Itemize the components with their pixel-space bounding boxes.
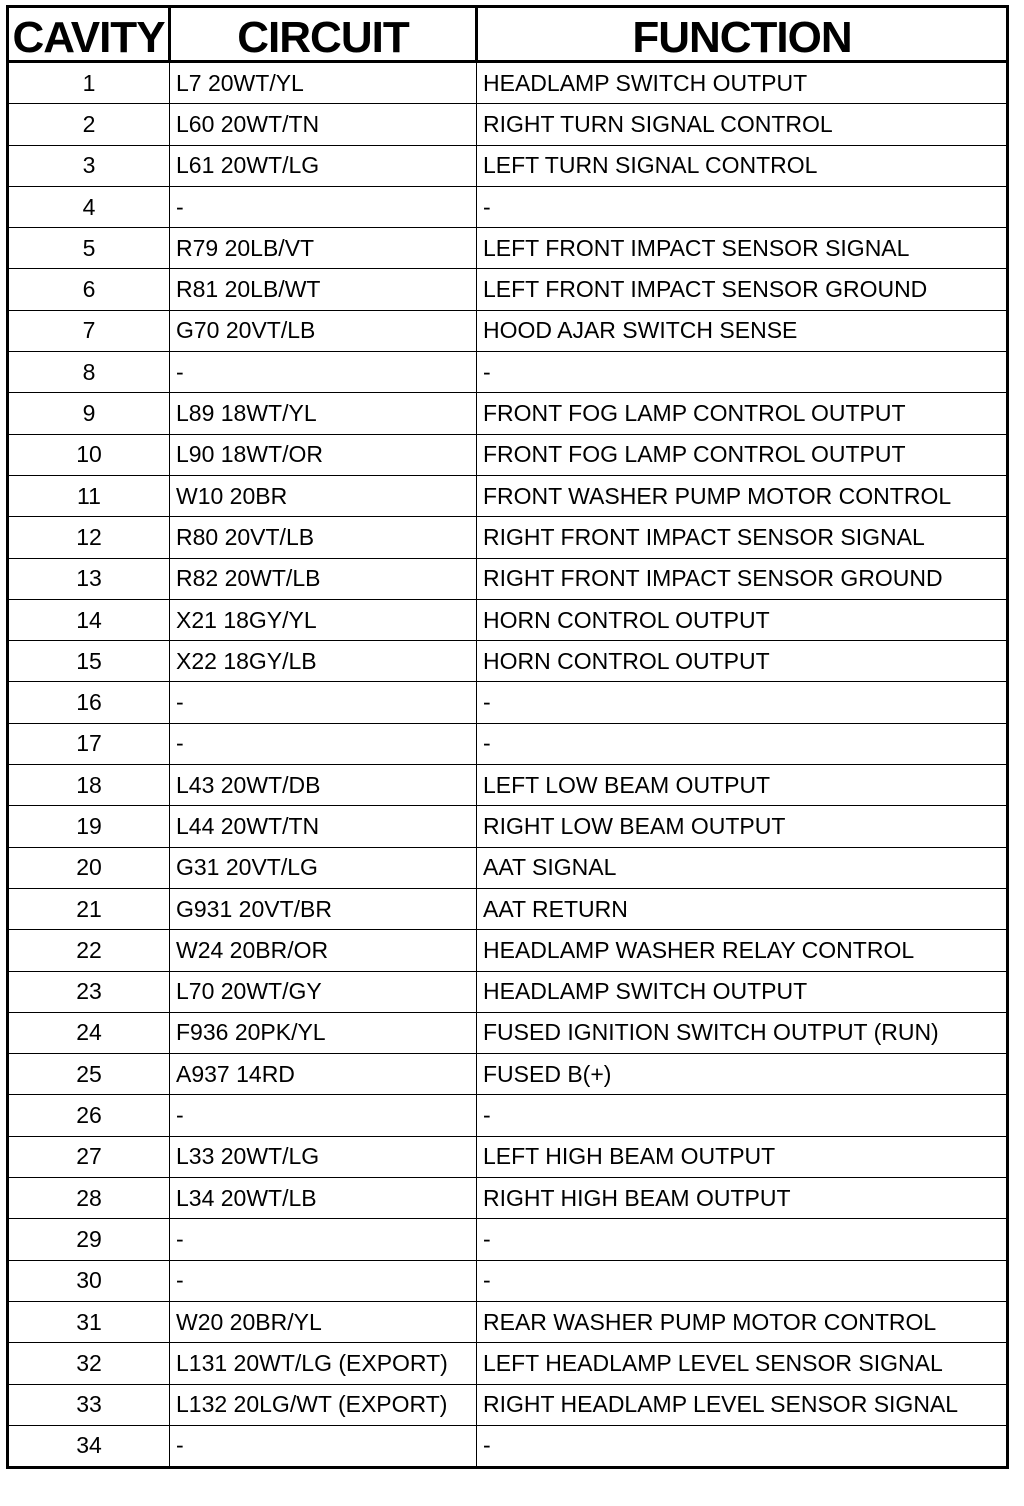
function-cell: LEFT FRONT IMPACT SENSOR GROUND [477, 269, 1008, 310]
circuit-cell: W20 20BR/YL [170, 1301, 477, 1342]
cavity-cell: 4 [8, 186, 170, 227]
circuit-cell: - [170, 682, 477, 723]
circuit-cell: R80 20VT/LB [170, 517, 477, 558]
circuit-cell: - [170, 352, 477, 393]
cavity-cell: 30 [8, 1260, 170, 1301]
cavity-cell: 12 [8, 517, 170, 558]
circuit-cell: - [170, 1260, 477, 1301]
table-header [8, 7, 1008, 62]
function-cell: LEFT TURN SIGNAL CONTROL [477, 145, 1008, 186]
table-row [8, 599, 1008, 640]
cavity-cell: 20 [8, 847, 170, 888]
circuit-cell: R82 20WT/LB [170, 558, 477, 599]
table-row [8, 186, 1008, 227]
table-row [8, 1384, 1008, 1425]
circuit-cell: G931 20VT/BR [170, 888, 477, 929]
table-row [8, 723, 1008, 764]
table-row [8, 1219, 1008, 1260]
cavity-cell: 26 [8, 1095, 170, 1136]
table-row [8, 1136, 1008, 1177]
cavity-cell: 28 [8, 1178, 170, 1219]
table-row [8, 1343, 1008, 1384]
function-cell: HEADLAMP SWITCH OUTPUT [477, 62, 1008, 104]
cavity-cell: 18 [8, 765, 170, 806]
circuit-cell: L44 20WT/TN [170, 806, 477, 847]
function-cell: - [477, 1425, 1008, 1467]
cavity-cell: 33 [8, 1384, 170, 1425]
table-row [8, 352, 1008, 393]
function-cell: HORN CONTROL OUTPUT [477, 641, 1008, 682]
cavity-cell: 6 [8, 269, 170, 310]
circuit-cell: L33 20WT/LG [170, 1136, 477, 1177]
function-cell: REAR WASHER PUMP MOTOR CONTROL [477, 1301, 1008, 1342]
header-circuit: CIRCUIT [170, 7, 477, 62]
circuit-cell: L7 20WT/YL [170, 62, 477, 104]
circuit-cell: F936 20PK/YL [170, 1012, 477, 1053]
table-row [8, 847, 1008, 888]
cavity-cell: 1 [8, 62, 170, 104]
circuit-cell: - [170, 1095, 477, 1136]
circuit-cell: R81 20LB/WT [170, 269, 477, 310]
table-row [8, 1260, 1008, 1301]
table-row [8, 1301, 1008, 1342]
circuit-cell: - [170, 1219, 477, 1260]
circuit-cell: - [170, 186, 477, 227]
table-row [8, 930, 1008, 971]
function-cell: - [477, 186, 1008, 227]
table-row [8, 888, 1008, 929]
cavity-cell: 16 [8, 682, 170, 723]
function-cell: LEFT HIGH BEAM OUTPUT [477, 1136, 1008, 1177]
function-cell: AAT RETURN [477, 888, 1008, 929]
circuit-cell: L90 18WT/OR [170, 434, 477, 475]
table-row [8, 310, 1008, 351]
cavity-cell: 32 [8, 1343, 170, 1384]
circuit-cell: L132 20LG/WT (EXPORT) [170, 1384, 477, 1425]
function-cell: - [477, 1260, 1008, 1301]
circuit-cell: W10 20BR [170, 475, 477, 516]
connector-pinout-table [6, 5, 1009, 1469]
circuit-cell: G70 20VT/LB [170, 310, 477, 351]
cavity-cell: 13 [8, 558, 170, 599]
circuit-cell: L34 20WT/LB [170, 1178, 477, 1219]
function-cell: RIGHT FRONT IMPACT SENSOR SIGNAL [477, 517, 1008, 558]
function-cell: FRONT FOG LAMP CONTROL OUTPUT [477, 434, 1008, 475]
function-cell: LEFT FRONT IMPACT SENSOR SIGNAL [477, 228, 1008, 269]
table-row [8, 682, 1008, 723]
circuit-cell: R79 20LB/VT [170, 228, 477, 269]
table-row [8, 517, 1008, 558]
cavity-cell: 5 [8, 228, 170, 269]
cavity-cell: 24 [8, 1012, 170, 1053]
function-cell: LEFT LOW BEAM OUTPUT [477, 765, 1008, 806]
cavity-cell: 19 [8, 806, 170, 847]
table-row [8, 1095, 1008, 1136]
circuit-cell: L131 20WT/LG (EXPORT) [170, 1343, 477, 1384]
function-cell: FUSED IGNITION SWITCH OUTPUT (RUN) [477, 1012, 1008, 1053]
circuit-cell: G31 20VT/LG [170, 847, 477, 888]
table-row [8, 104, 1008, 145]
circuit-cell: X22 18GY/LB [170, 641, 477, 682]
table-row [8, 228, 1008, 269]
circuit-cell: L89 18WT/YL [170, 393, 477, 434]
function-cell: - [477, 1219, 1008, 1260]
table-row [8, 641, 1008, 682]
function-cell: HEADLAMP WASHER RELAY CONTROL [477, 930, 1008, 971]
table-row [8, 806, 1008, 847]
table-row [8, 558, 1008, 599]
cavity-cell: 7 [8, 310, 170, 351]
cavity-cell: 9 [8, 393, 170, 434]
table-row [8, 62, 1008, 104]
circuit-cell: X21 18GY/YL [170, 599, 477, 640]
cavity-cell: 25 [8, 1054, 170, 1095]
table-body [8, 62, 1008, 1468]
function-cell: - [477, 723, 1008, 764]
circuit-cell: L60 20WT/TN [170, 104, 477, 145]
function-cell: LEFT HEADLAMP LEVEL SENSOR SIGNAL [477, 1343, 1008, 1384]
cavity-cell: 15 [8, 641, 170, 682]
cavity-cell: 31 [8, 1301, 170, 1342]
cavity-cell: 11 [8, 475, 170, 516]
cavity-cell: 17 [8, 723, 170, 764]
function-cell: - [477, 352, 1008, 393]
function-cell: HOOD AJAR SWITCH SENSE [477, 310, 1008, 351]
cavity-cell: 27 [8, 1136, 170, 1177]
function-cell: RIGHT HIGH BEAM OUTPUT [477, 1178, 1008, 1219]
table-row [8, 269, 1008, 310]
cavity-cell: 3 [8, 145, 170, 186]
header-function: FUNCTION [477, 7, 1008, 62]
table-row [8, 1012, 1008, 1053]
cavity-cell: 8 [8, 352, 170, 393]
function-cell: FRONT WASHER PUMP MOTOR CONTROL [477, 475, 1008, 516]
table-row [8, 475, 1008, 516]
table-row [8, 971, 1008, 1012]
circuit-cell: - [170, 1425, 477, 1467]
table-row [8, 393, 1008, 434]
table-row [8, 1425, 1008, 1467]
cavity-cell: 34 [8, 1425, 170, 1467]
header-row [8, 7, 1008, 62]
function-cell: FUSED B(+) [477, 1054, 1008, 1095]
cavity-cell: 2 [8, 104, 170, 145]
circuit-cell: A937 14RD [170, 1054, 477, 1095]
cavity-cell: 29 [8, 1219, 170, 1260]
circuit-cell: L43 20WT/DB [170, 765, 477, 806]
cavity-cell: 14 [8, 599, 170, 640]
circuit-cell: W24 20BR/OR [170, 930, 477, 971]
cavity-cell: 10 [8, 434, 170, 475]
circuit-cell: - [170, 723, 477, 764]
function-cell: HEADLAMP SWITCH OUTPUT [477, 971, 1008, 1012]
cavity-cell: 21 [8, 888, 170, 929]
cavity-cell: 22 [8, 930, 170, 971]
function-cell: FRONT FOG LAMP CONTROL OUTPUT [477, 393, 1008, 434]
function-cell: AAT SIGNAL [477, 847, 1008, 888]
table-row [8, 434, 1008, 475]
circuit-cell: L61 20WT/LG [170, 145, 477, 186]
table-row [8, 1054, 1008, 1095]
function-cell: RIGHT HEADLAMP LEVEL SENSOR SIGNAL [477, 1384, 1008, 1425]
function-cell: RIGHT TURN SIGNAL CONTROL [477, 104, 1008, 145]
cavity-cell: 23 [8, 971, 170, 1012]
header-cavity: CAVITY [8, 7, 170, 62]
table-row [8, 1178, 1008, 1219]
function-cell: - [477, 1095, 1008, 1136]
function-cell: HORN CONTROL OUTPUT [477, 599, 1008, 640]
table-row [8, 765, 1008, 806]
table-row [8, 145, 1008, 186]
function-cell: RIGHT FRONT IMPACT SENSOR GROUND [477, 558, 1008, 599]
function-cell: - [477, 682, 1008, 723]
function-cell: RIGHT LOW BEAM OUTPUT [477, 806, 1008, 847]
circuit-cell: L70 20WT/GY [170, 971, 477, 1012]
